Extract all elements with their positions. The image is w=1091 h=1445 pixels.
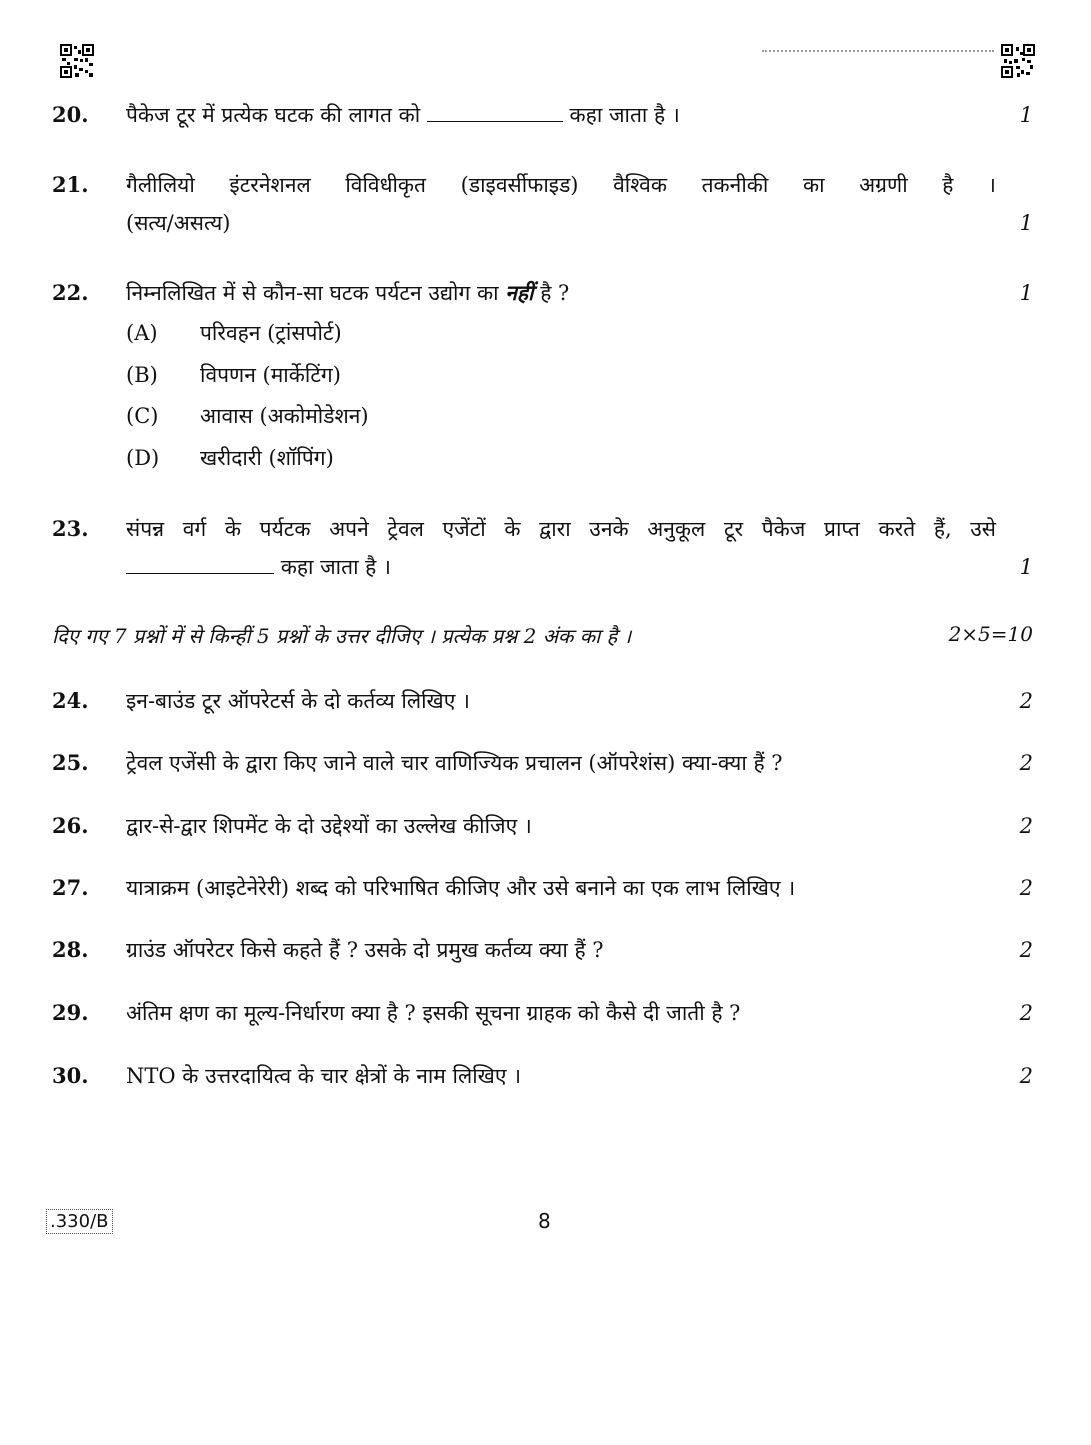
option-text: आवास (अकोमोडेशन) <box>200 404 369 428</box>
question-marks: 2 <box>1019 689 1033 713</box>
question-marks: 1 <box>1019 555 1033 579</box>
question-text-cont: कहा जाता है । <box>126 549 996 585</box>
question-number: 21. <box>52 172 89 197</box>
question-text: यात्राक्रम (आइटेनेरेरी) शब्द को परिभाषित कीजिए और उसे बनाने का एक लाभ लिखिए । <box>126 876 796 900</box>
option-label: (C) <box>126 404 159 428</box>
question-number: 24. <box>52 688 89 713</box>
question-text: ग्राउंड ऑपरेटर किसे कहते हैं ? उसके दो प्रमुख कर्तव्य क्या हैं ? <box>126 938 604 962</box>
question-text: गैलीलियो इंटरनेशनल विविधीकृत (डाइवर्सीफाइड) वैश्विक तकनीकी का अग्रणी है । <box>126 173 996 197</box>
question-marks: 2 <box>1019 814 1033 838</box>
question-marks: 2 <box>1019 1001 1033 1025</box>
option-d <box>126 440 334 476</box>
question-text: द्वार-से-द्वार शिपमेंट के दो उद्देश्यों का उल्लेख कीजिए । <box>126 814 532 838</box>
fill-in-blank <box>126 551 274 574</box>
question-text: निम्नलिखित में से कौन-सा घटक पर्यटन उद्योग का नहीं है ? <box>126 280 570 305</box>
question-marks: 2 <box>1019 751 1033 775</box>
question-marks: 2 <box>1019 1064 1033 1088</box>
question-text: NTO के उत्तरदायित्व के चार क्षेत्रों के नाम लिखिए । <box>126 1064 522 1088</box>
question-marks: 1 <box>1019 281 1033 305</box>
question-number: 30. <box>52 1063 89 1088</box>
option-text: विपणन (मार्केटिंग) <box>200 363 341 387</box>
question-text: ट्रेवल एजेंसी के द्वारा किए जाने वाले चार वाणिज्यिक प्रचालन (ऑपरेशंस) क्या-क्या हैं ? <box>126 751 783 775</box>
paper-code: .330/B <box>46 1209 113 1234</box>
question-text: पैकेज टूर में प्रत्येक घटक की लागत को कहा जाता है । <box>126 97 996 133</box>
question-number: 26. <box>52 813 89 838</box>
option-label: (B) <box>126 363 158 387</box>
option-c <box>126 398 369 434</box>
emphasis-word: नहीं <box>505 280 534 305</box>
option-text: परिवहन (ट्रांसपोर्ट) <box>200 321 342 345</box>
question-text: संपन्न वर्ग के पर्यटक अपने ट्रेवल एजेंटों के द्वारा उनके अनुकूल टूर पैकेज प्राप्त करते हैं, उसे <box>126 517 996 541</box>
question-text: अंतिम क्षण का मूल्य-निर्धारण क्या है ? इसकी सूचना ग्राहक को कैसे दी जाती है ? <box>126 1001 741 1025</box>
option-a <box>126 315 342 351</box>
question-marks: 1 <box>1019 211 1033 235</box>
header-dotted-rule <box>762 50 994 52</box>
section-instruction: दिए गए 7 प्रश्नों में से किन्हीं 5 प्रश्नों के उत्तर दीजिए । प्रत्येक प्रश्न 2 अंक का है । <box>52 624 632 648</box>
question-number: 22. <box>52 280 89 305</box>
qr-code-left-icon <box>60 44 94 78</box>
question-text: इन-बाउंड टूर ऑपरेटर्स के दो कर्तव्य लिखिए । <box>126 689 470 713</box>
option-label: (A) <box>126 321 158 345</box>
question-number: 23. <box>52 516 89 541</box>
qr-code-right-icon <box>1001 44 1035 78</box>
question-number: 29. <box>52 1000 89 1025</box>
option-text: खरीदारी (शॉपिंग) <box>200 446 334 470</box>
option-b <box>126 357 341 393</box>
question-number: 28. <box>52 937 89 962</box>
question-text-cont: (सत्य/असत्य) <box>126 211 231 235</box>
question-number: 25. <box>52 750 89 775</box>
question-number: 27. <box>52 875 89 900</box>
question-marks: 2 <box>1019 938 1033 962</box>
page-number: 8 <box>538 1209 551 1233</box>
question-marks: 1 <box>1019 103 1033 127</box>
question-marks: 2 <box>1019 876 1033 900</box>
fill-in-blank <box>427 99 563 122</box>
question-number: 20. <box>52 102 89 127</box>
section-marks: 2×5=10 <box>948 622 1033 646</box>
option-label: (D) <box>126 446 160 470</box>
